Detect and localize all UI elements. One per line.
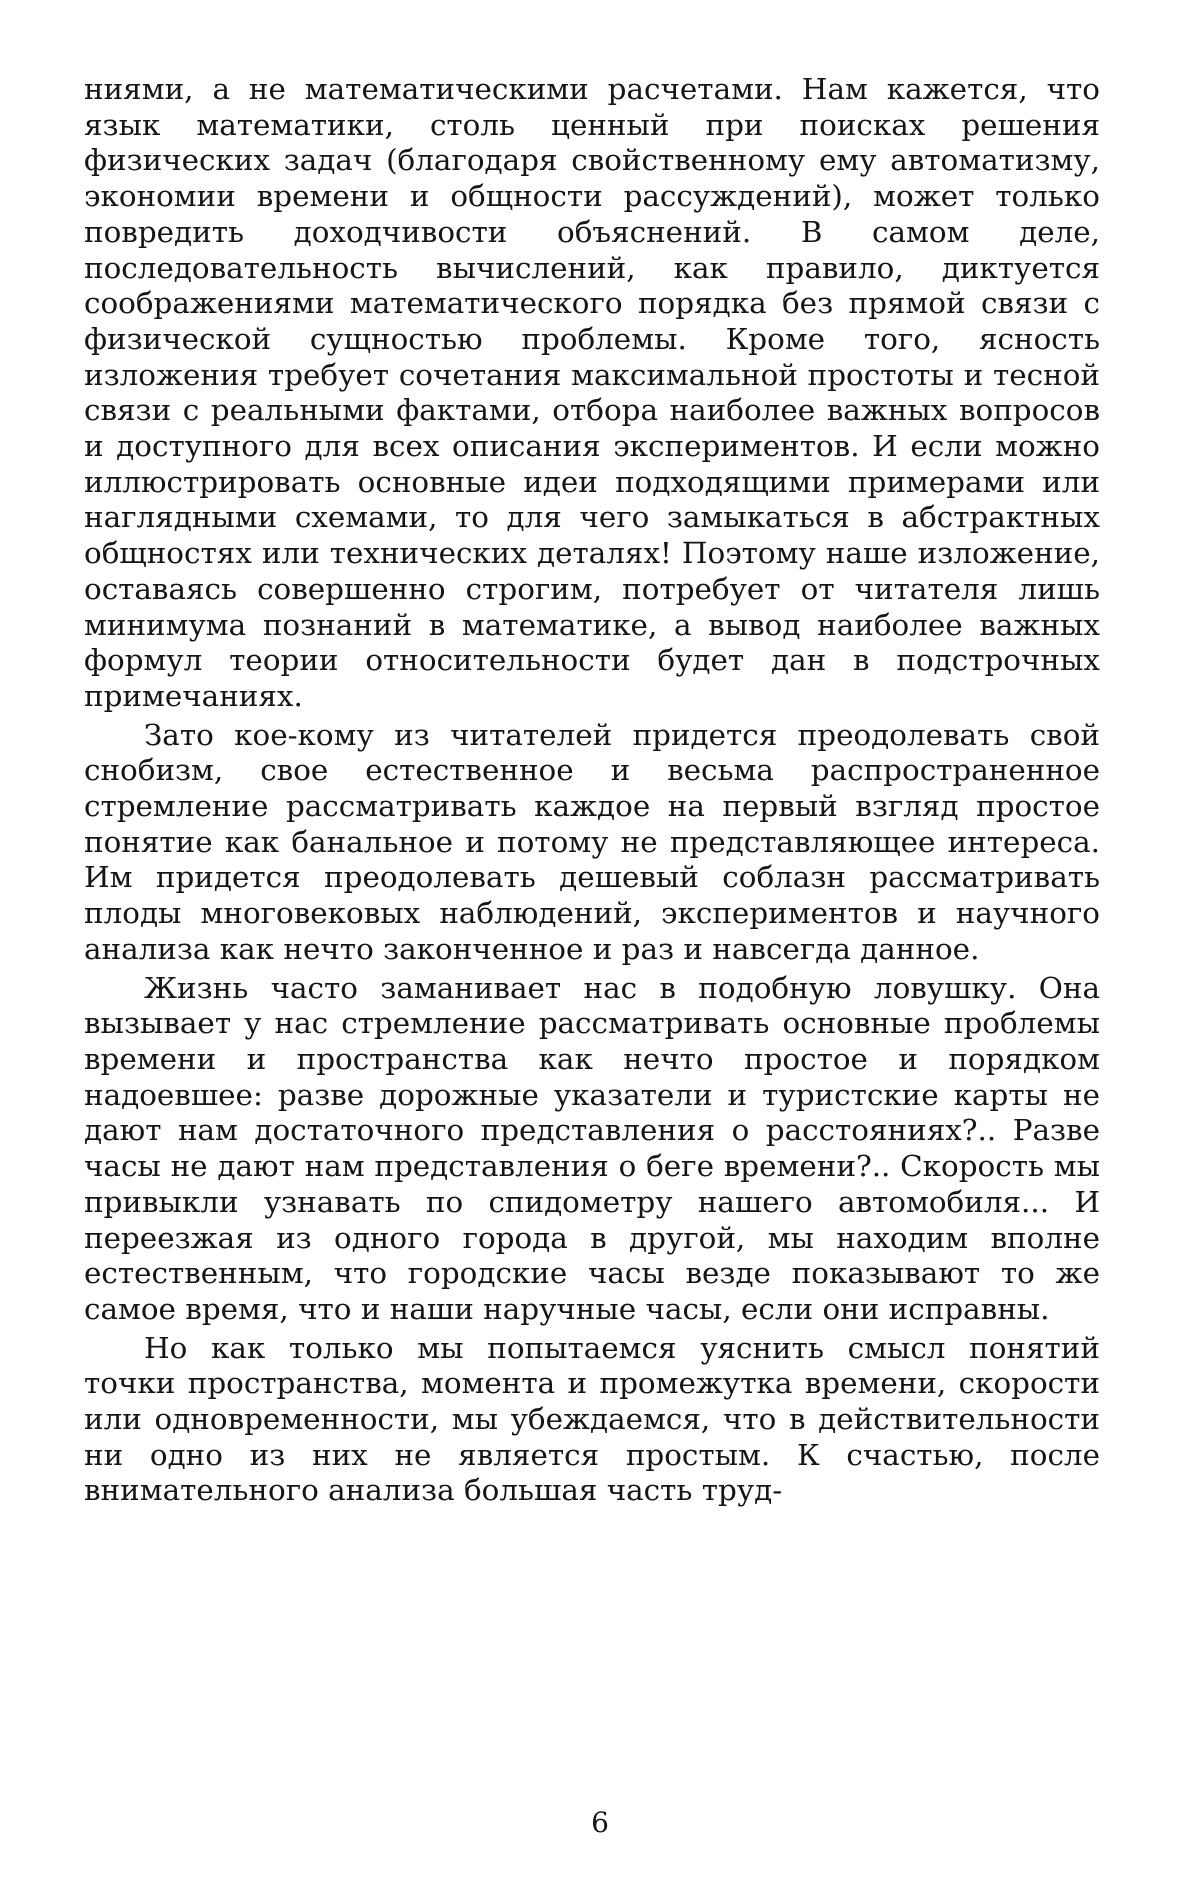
paragraph-continuation: ниями, а не математическими расчетами. Нам кажется, что язык математики, столь ценный при поисках решения физических задач (благодаря свойственному ему автоматизму, экономии времени и общности рассуждений), может только повредить доходчивости объяснений. В самом деле, последовательность вычислений, как правило, диктуется соображениями математического порядка без прямой связи с физической сущностью проблемы. Кроме того, ясность изложения требует сочетания максимальной простоты и тесной связи с реальными фактами, отбора наиболее важных вопросов и доступного для всех описания экспериментов. И если можно иллюстрировать основные идеи подходящими примерами или наглядными схемами, то для чего замыкаться в абстрактных общностях или технических деталях! Поэтому наше изложение, оставаясь совершенно строгим, потребует от читателя лишь минимума познаний в математике, а вывод наиболее важных формул теории относительности будет дан в подстрочных примечаниях. — [84, 72, 1100, 713]
page-number: 6 — [591, 1806, 609, 1839]
page-body — [84, 72, 1100, 1512]
paragraph-concepts: Но как только мы попытаемся уяснить смысл понятий точки пространства, момента и промежутка времени, скорости или одновременности, мы убеждаемся, что в действительности ни одно из них не является простым. К счастью, после внимательного анализа большая часть труд- — [84, 1330, 1100, 1508]
paragraph-snobbery: Зато кое-кому из читателей придется преодолевать свой снобизм, свое естественное и весьма распространенное стремление рассматривать каждое на первый взгляд простое понятие как банальное и потому не представляющее интереса. Им придется преодолевать дешевый соблазн рассматривать плоды многовековых наблюдений, экспериментов и научного анализа как нечто законченное и раз и навсегда данное. — [84, 717, 1100, 966]
paragraph-life-trap: Жизнь часто заманивает нас в подобную ловушку. Она вызывает у нас стремление рассматривать основные проблемы времени и пространства как нечто простое и порядком надоевшее: разве дорожные указатели и туристские карты не дают нам достаточного представления о расстояниях?.. Разве часы не дают нам представления о беге времени?.. Скорость мы привыкли узнавать по спидометру нашего автомобиля... И переезжая из одного города в другой, мы находим вполне естественным, что городские часы везде показывают то же самое время, что и наши наручные часы, если они исправны. — [84, 970, 1100, 1326]
